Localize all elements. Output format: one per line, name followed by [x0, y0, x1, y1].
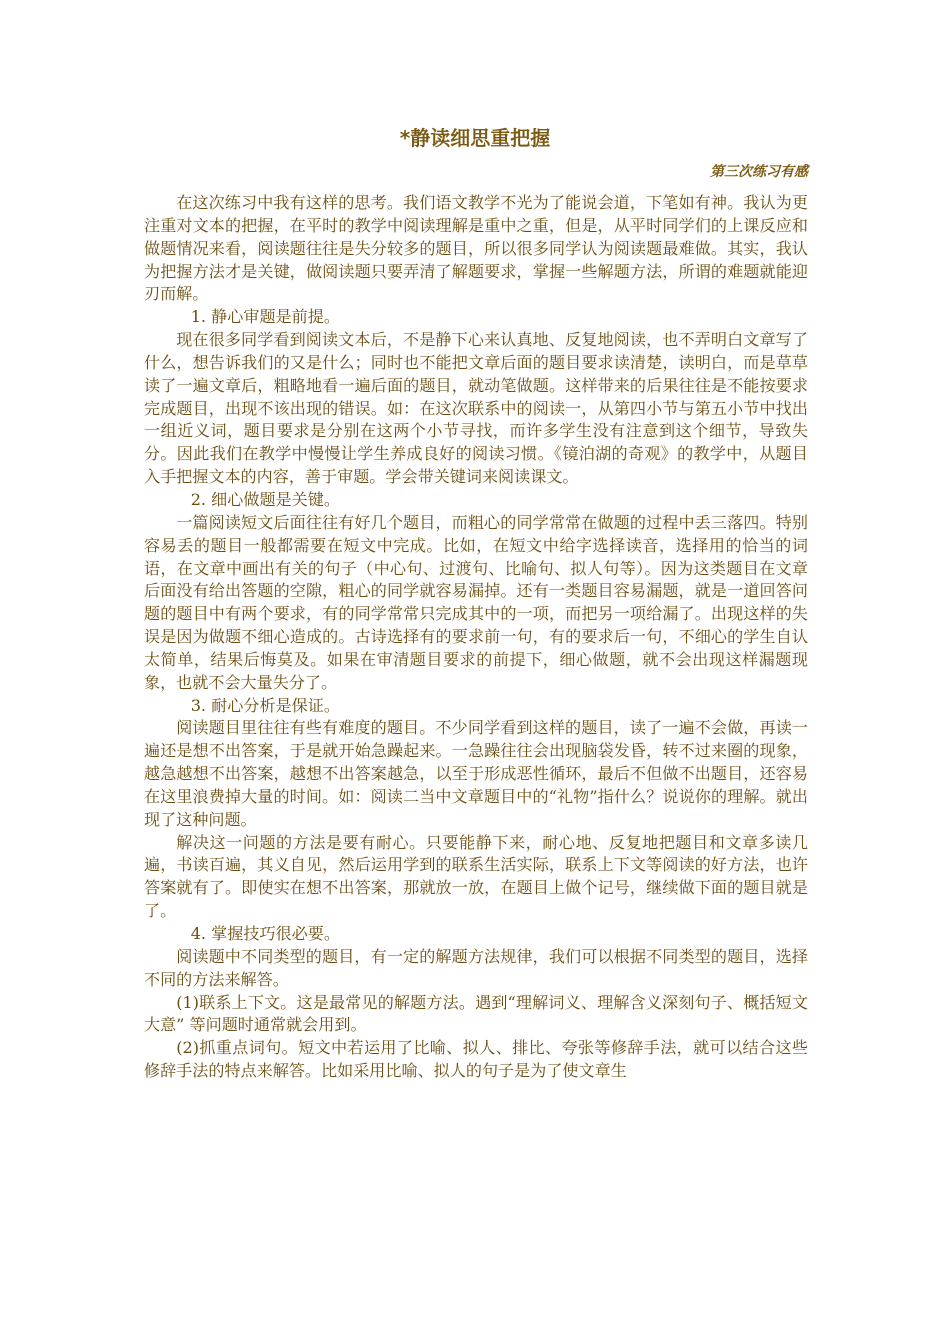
section-heading-4: 4. 掌握技巧很必要。: [190, 924, 340, 943]
paragraph-section-3b: 解决这一问题的方法是要有耐心。只要能静下来，耐心地、反复地把题目和文章多读几遍，书读百遍，其义自见，然后运用学到的联系生活实际，联系上下文等阅读的好方法，也许答案就有了。即使实在想不出答案，那就放一放，在题目上做个记号，继续做下面的题目就是了。: [144, 832, 808, 921]
section-heading-1: 1. 静心审题是前提。: [190, 307, 340, 327]
paragraph-section-4: 阅读题中不同类型的题目，有一定的解题方法规律，我们可以根据不同类型的题目，选择不同的方法来解答。: [144, 946, 808, 989]
paragraph-section-2: 一篇阅读短文后面往往有好几个题目，而粗心的同学常常在做题的过程中丢三落四。特别容易丢的题目一般都需要在短文中完成。比如，在短文中给字选择读音，选择用的恰当的词语，在文章中画出有关的句子（中心句、过渡句、比喻句、拟人句等）。因为这类题目在文章后面没有给出答题的空隙，粗心的同学就容易漏掉。还有一类题目容易漏题，就是一道回答问题的题目中有两个要求，有的同学常常只完成其中的一项，而把另一项给漏了。出现这样的失误是因为做题不细心造成的。古诗选择有的要求前一句，有的要求后一句，不细心的学生自认太简单，结果后悔莫及。如果在审清题目要求的前提下，细心做题，就不会出现这样漏题现象，也就不会大量失分了。: [144, 512, 808, 692]
paragraph-method-1: (1)联系上下文。这是最常见的解题方法。遇到“理解词义、理解含义深刻句子、概括短文大意” 等问题时通常就会用到。: [144, 992, 808, 1035]
paragraph-intro: 在这次练习中我有这样的思考。我们语文教学不光为了能说会道，下笔如有神。我认为更注重对文本的把握，在平时的教学中阅读理解是重中之重，但是，从平时同学们的上课反应和做题情况来看，阅读题往往是失分较多的题目，所以很多同学认为阅读题最难做。其实，我认为把握方法才是关键，做阅读题只要弄清了解题要求，掌握一些解题方法，所谓的难题就能迎刃而解。: [144, 193, 808, 304]
document-subtitle: 第三次练习有感: [710, 164, 808, 180]
section-heading-2: 2. 细心做题是关键。: [190, 489, 340, 509]
paragraph-section-1: 现在很多同学看到阅读文本后，不是静下心来认真地、反复地阅读，也不弄明白文章写了什么，想告诉我们的又是什么；同时也不能把文章后面的题目要求读清楚，读明白，而是草草读了一遍文章后，粗略地看一遍后面的题目，就动笔做题。这样带来的后果往往是不能按要求完成题目，出现不该出现的错误。如：在这次联系中的阅读一，从第四小节与第五小节中找出一组近义词，题目要求是分别在这两个小节寻找，而许多学生没有注意到这个细节，导致失分。因此我们在教学中慢慢让学生养成良好的阅读习惯。《镜泊湖的奇观》的教学中，从题目入手把握文本的内容，善于审题。学会带关键词来阅读课文。: [144, 330, 808, 487]
document-title: *静读细思重把握: [399, 126, 551, 150]
paragraph-method-2: (2)抓重点词句。短文中若运用了比喻、拟人、排比、夸张等修辞手法，就可以结合这些修辞手法的特点来解答。比如采用比喻、拟人的句子是为了使文章生: [144, 1038, 808, 1081]
paragraph-section-3a: 阅读题目里往往有些有难度的题目。不少同学看到这样的题目，读了一遍不会做，再读一遍还是想不出答案，于是就开始急躁起来。一急躁往往会出现脑袋发昏，转不过来圈的现象，越急越想不出答案，越想不出答案越急，以至于形成恶性循环，最后不但做不出题目，还容易在这里浪费掉大量的时间。如：阅读二当中文章题目中的“礼物”指什么？说说你的理解。就出现了这种问题。: [144, 718, 808, 829]
document-body: [144, 192, 808, 1083]
section-heading-3: 3. 耐心分析是保证。: [190, 695, 340, 715]
